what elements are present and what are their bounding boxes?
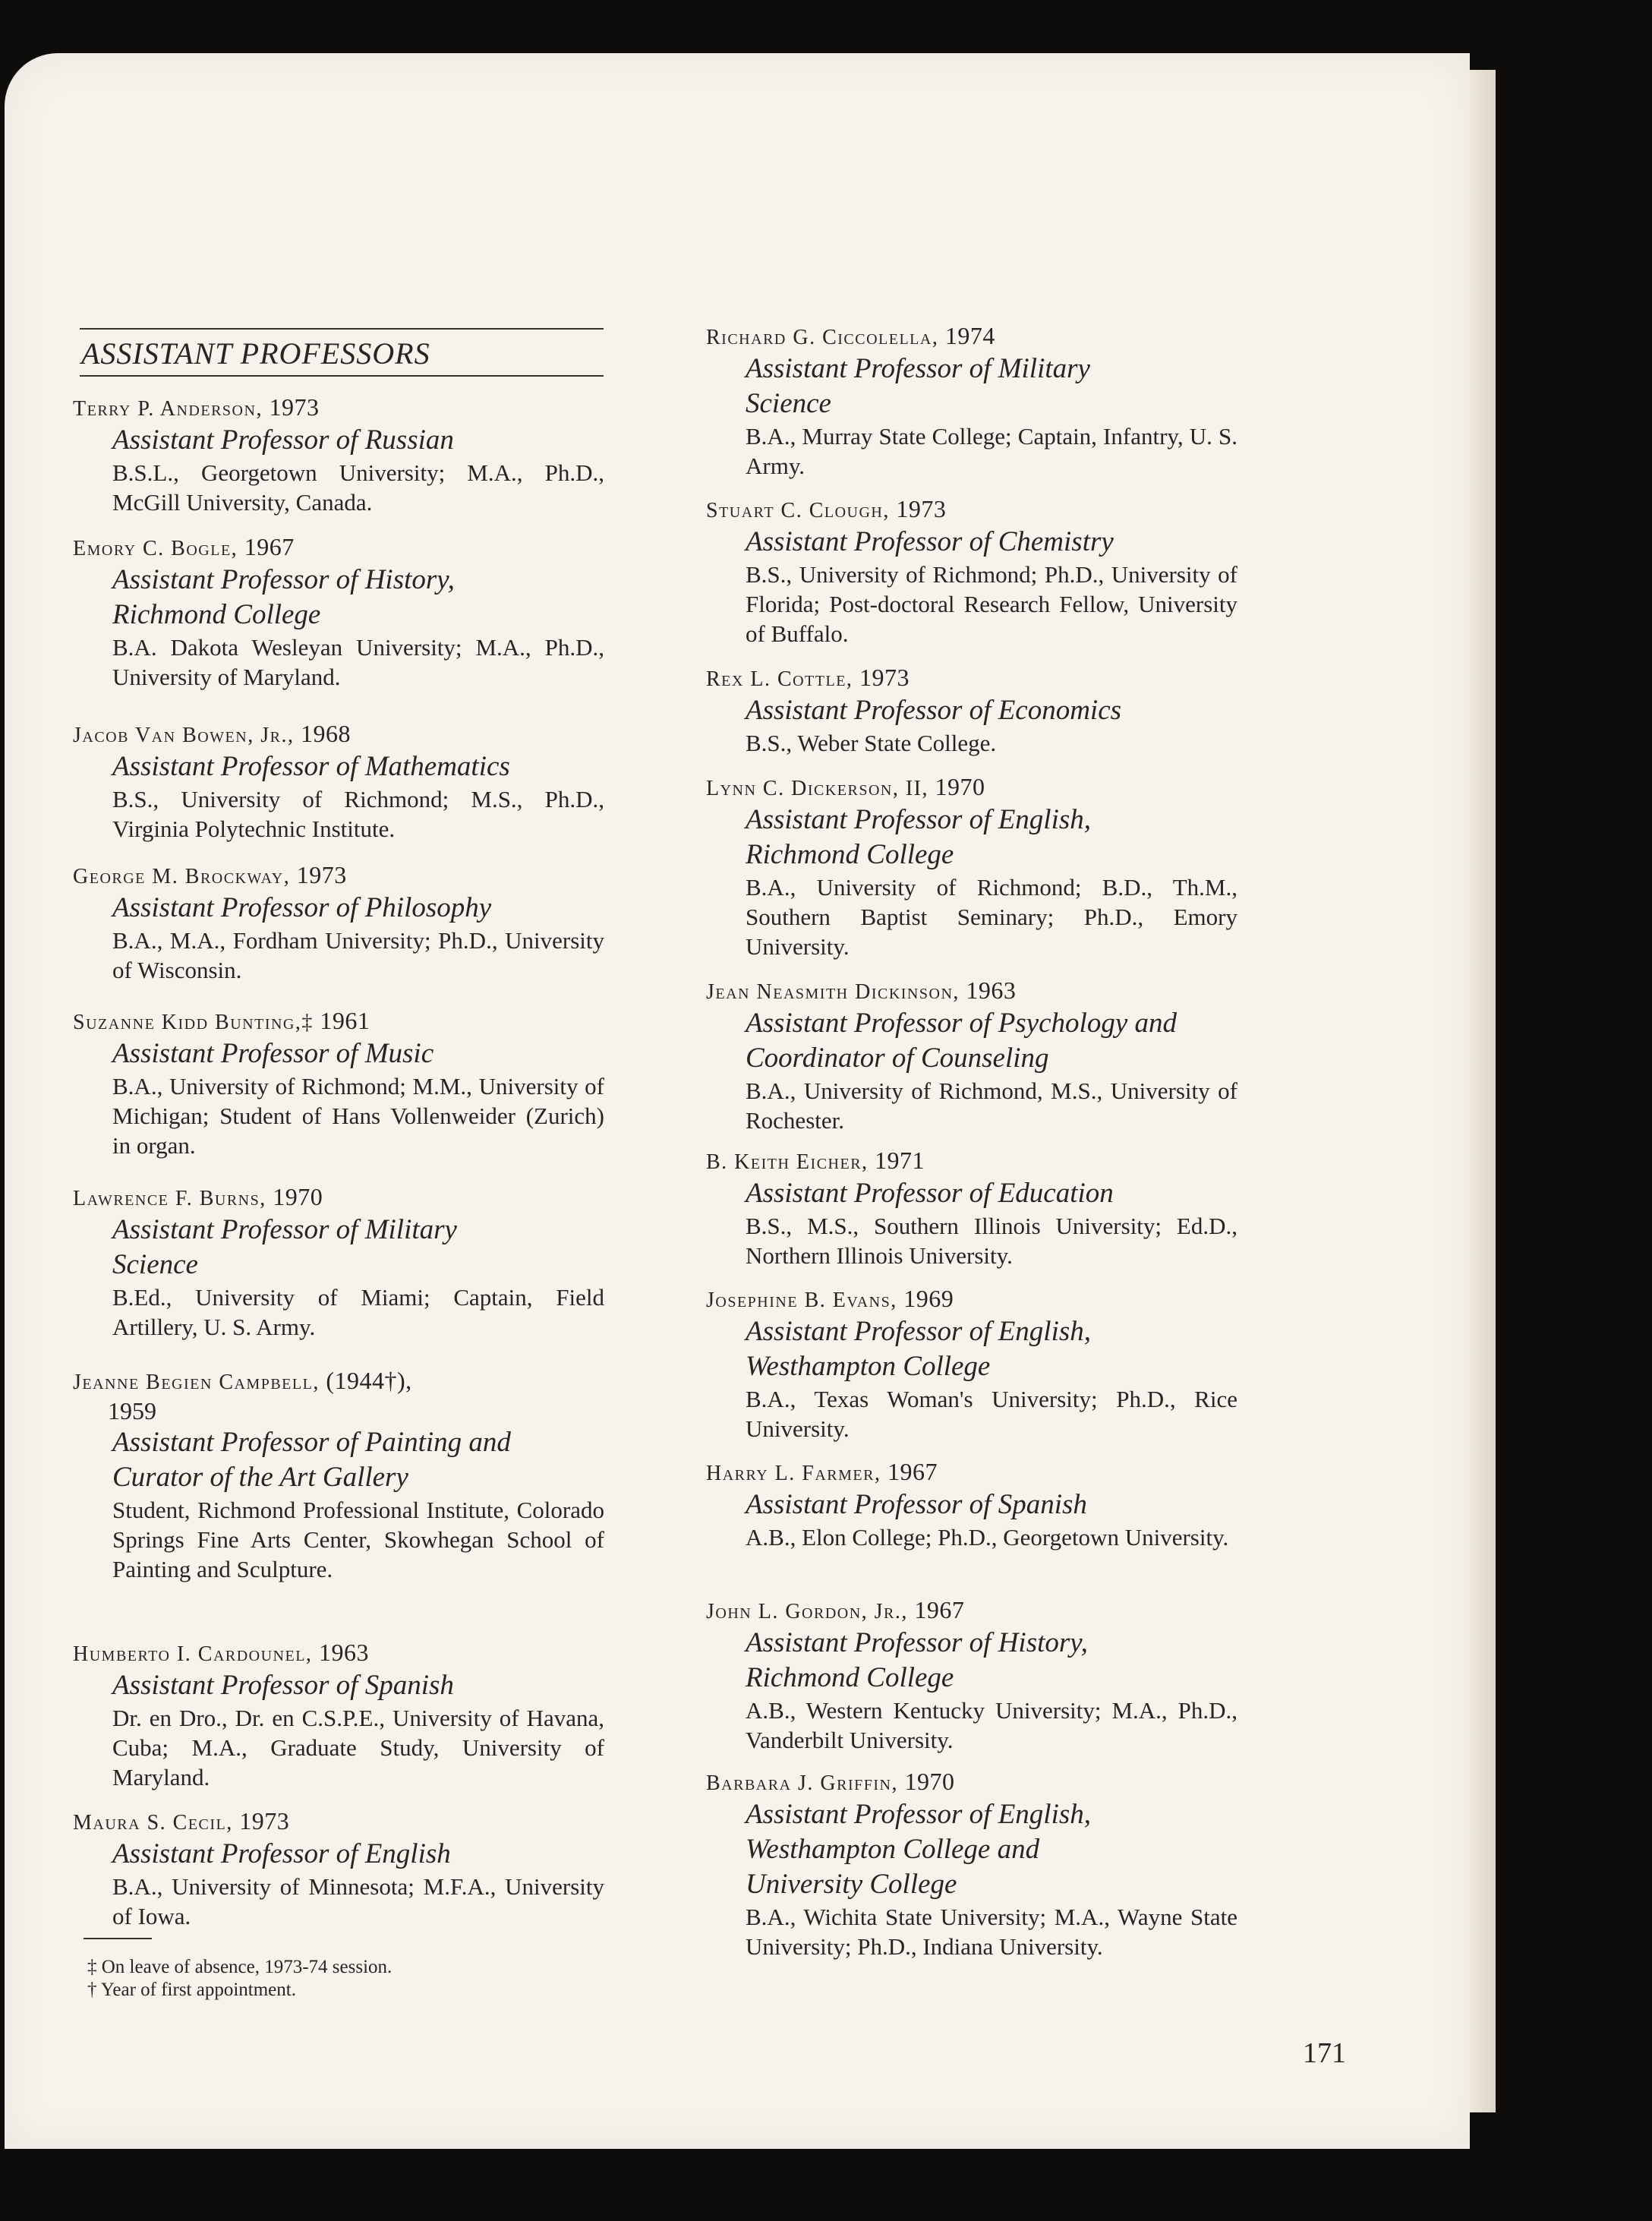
faculty-year: 1963 — [966, 976, 1017, 1004]
faculty-degrees: B.S., M.S., Southern Illinois University; Ed.D., Northern Illinois University. — [746, 1213, 1237, 1269]
faculty-year-current: 1959 — [108, 1397, 156, 1424]
faculty-degrees: B.A., University of Richmond; M.M., University of Michigan; Student of Hans Vollenweider (Zurich) in organ. — [112, 1073, 604, 1159]
faculty-degrees: B.A., Wichita State University; M.A., Wayne State University; Ph.D., Indiana University. — [746, 1904, 1237, 1960]
faculty-title: Assistant Professor of History, Richmond College — [112, 564, 455, 630]
faculty-name: Humberto I. Cardounel, — [73, 1642, 313, 1666]
faculty-title: Assistant Professor of Music — [112, 1038, 434, 1069]
faculty-degrees: B.A., Texas Woman's University; Ph.D., Rice University. — [746, 1386, 1237, 1442]
faculty-name: Jean Neasmith Dickinson, — [706, 980, 960, 1004]
footnote-leave: ‡ On leave of absence, 1973-74 session. — [87, 1957, 393, 1977]
faculty-degrees: A.B., Western Kentucky University; M.A., Ph.D., Vanderbilt University. — [746, 1697, 1237, 1753]
faculty-title: Assistant Professor of History, Richmond College — [746, 1627, 1088, 1693]
faculty-name: Jeanne Begien Campbell, — [73, 1371, 320, 1394]
faculty-title: Assistant Professor of Military Science — [746, 353, 1090, 419]
faculty-name: Stuart C. Clough, — [706, 499, 890, 522]
faculty-degrees: B.A. Dakota Wesleyan University; M.A., Ph.D., University of Maryland. — [112, 634, 604, 690]
faculty-name: John L. Gordon, Jr., — [706, 1600, 908, 1623]
faculty-name: Terry P. Anderson, — [73, 397, 263, 421]
faculty-entry — [706, 1285, 1237, 1443]
faculty-title: Assistant Professor of Spanish — [112, 1670, 454, 1701]
faculty-name: Rex L. Cottle, — [706, 667, 853, 691]
faculty-degrees: B.S., University of Richmond; M.S., Ph.D., Virginia Polytechnic Institute. — [112, 786, 604, 842]
faculty-degrees: B.A., M.A., Fordham University; Ph.D., University of Wisconsin. — [112, 927, 604, 983]
faculty-year: 1974 — [944, 322, 995, 349]
faculty-name: Lawrence F. Burns, — [73, 1187, 266, 1210]
faculty-entry — [73, 1367, 604, 1584]
faculty-entry — [73, 533, 604, 692]
faculty-degrees: B.A., University of Richmond, M.S., University of Rochester. — [746, 1077, 1237, 1134]
faculty-entry — [706, 664, 1237, 758]
faculty-degrees: B.S., Weber State College. — [746, 730, 997, 756]
faculty-year: 1961 — [320, 1007, 370, 1034]
faculty-name: Lynn C. Dickerson, II, — [706, 777, 928, 800]
faculty-name: Richard G. Ciccolella, — [706, 326, 939, 349]
faculty-year: 1969 — [903, 1285, 954, 1312]
faculty-degrees: B.A., University of Minnesota; M.F.A., University of Iowa. — [112, 1873, 604, 1929]
faculty-entry — [73, 1183, 604, 1342]
faculty-year: 1967 — [244, 533, 295, 560]
footnote-rule — [84, 1938, 152, 1939]
faculty-name: Josephine B. Evans, — [706, 1289, 897, 1312]
faculty-name: Emory C. Bogle, — [73, 537, 238, 560]
faculty-year: 1970 — [904, 1768, 955, 1795]
faculty-title: Assistant Professor of English, Westhampton College — [746, 1316, 1092, 1382]
faculty-degrees: A.B., Elon College; Ph.D., Georgetown University. — [746, 1524, 1229, 1551]
faculty-title: Assistant Professor of Military Science — [112, 1214, 457, 1280]
faculty-title: Assistant Professor of Economics — [746, 695, 1122, 726]
page-number: 171 — [1303, 2037, 1346, 2069]
faculty-year: 1967 — [914, 1596, 965, 1623]
faculty-name: Jacob Van Bowen, Jr., — [73, 724, 295, 747]
faculty-entry — [706, 976, 1237, 1135]
faculty-year: 1973 — [239, 1807, 290, 1835]
faculty-entry — [73, 1007, 604, 1160]
faculty-entry — [706, 1147, 1237, 1270]
faculty-year: 1973 — [896, 495, 947, 522]
faculty-year: 1973 — [859, 664, 910, 691]
faculty-name: Maura S. Cecil, — [73, 1811, 233, 1835]
faculty-entry — [706, 322, 1237, 481]
faculty-title: Assistant Professor of English — [112, 1838, 451, 1869]
faculty-year: 1963 — [318, 1639, 369, 1666]
faculty-entry — [706, 773, 1237, 961]
faculty-year: 1973 — [296, 861, 347, 888]
faculty-entry — [706, 1458, 1237, 1552]
faculty-year: 1968 — [300, 720, 351, 747]
faculty-title: Assistant Professor of Russian — [112, 424, 454, 456]
faculty-title: Assistant Professor of Chemistry — [746, 526, 1114, 557]
section-heading — [80, 328, 604, 377]
faculty-name: Suzanne Kidd Bunting,‡ — [73, 1011, 314, 1034]
faculty-title: Assistant Professor of Psychology and Coordinator of Counseling — [746, 1008, 1177, 1074]
faculty-degrees: B.A., Murray State College; Captain, Infantry, U. S. Army. — [746, 423, 1237, 479]
faculty-title: Assistant Professor of English, Westhampton College and University College — [746, 1799, 1092, 1900]
faculty-name: B. Keith Eicher, — [706, 1150, 869, 1174]
faculty-entry — [73, 1807, 604, 1931]
faculty-degrees: B.Ed., University of Miami; Captain, Field Artillery, U. S. Army. — [112, 1284, 604, 1340]
faculty-degrees: B.S.L., Georgetown University; M.A., Ph.D., McGill University, Canada. — [112, 459, 604, 516]
faculty-entry — [73, 393, 604, 517]
faculty-title: Assistant Professor of Education — [746, 1178, 1114, 1209]
footnote-first-appointment: † Year of first appointment. — [87, 1980, 296, 2000]
faculty-name: Harry L. Farmer, — [706, 1462, 881, 1485]
faculty-year: 1970 — [935, 773, 985, 800]
faculty-name: George M. Brockway, — [73, 865, 291, 888]
faculty-title: Assistant Professor of English, Richmond College — [746, 804, 1092, 870]
faculty-year: 1973 — [269, 393, 320, 421]
faculty-title: Assistant Professor of Spanish — [746, 1489, 1087, 1520]
faculty-year: 1971 — [875, 1147, 925, 1174]
faculty-degrees: Student, Richmond Professional Institute, Colorado Springs Fine Arts Center, Skowhegan School of Painting and Sculpture. — [112, 1497, 604, 1582]
faculty-title: Assistant Professor of Mathematics — [112, 751, 510, 782]
faculty-entry — [73, 1639, 604, 1792]
faculty-degrees: B.S., University of Richmond; Ph.D., University of Florida; Post-doctoral Research Fellow, University of Buffalo. — [746, 561, 1237, 647]
faculty-title: Assistant Professor of Painting and Curator of the Art Gallery — [112, 1427, 511, 1493]
faculty-entry — [73, 720, 604, 844]
faculty-entry — [706, 1768, 1237, 1961]
faculty-name: Barbara J. Griffin, — [706, 1771, 898, 1795]
faculty-degrees: Dr. en Dro., Dr. en C.S.P.E., University of Havana, Cuba; M.A., Graduate Study, University of Maryland. — [112, 1705, 604, 1790]
faculty-year: 1970 — [273, 1183, 323, 1210]
faculty-entry — [73, 861, 604, 985]
faculty-entry — [706, 1596, 1237, 1755]
faculty-title: Assistant Professor of Philosophy — [112, 892, 492, 923]
faculty-entry — [706, 495, 1237, 648]
section-heading-text: ASSISTANT PROFESSORS — [81, 336, 430, 371]
faculty-degrees: B.A., University of Richmond; B.D., Th.M., Southern Baptist Seminary; Ph.D., Emory University. — [746, 874, 1237, 960]
faculty-year: 1967 — [887, 1458, 938, 1485]
faculty-year: (1944†), — [326, 1367, 412, 1394]
